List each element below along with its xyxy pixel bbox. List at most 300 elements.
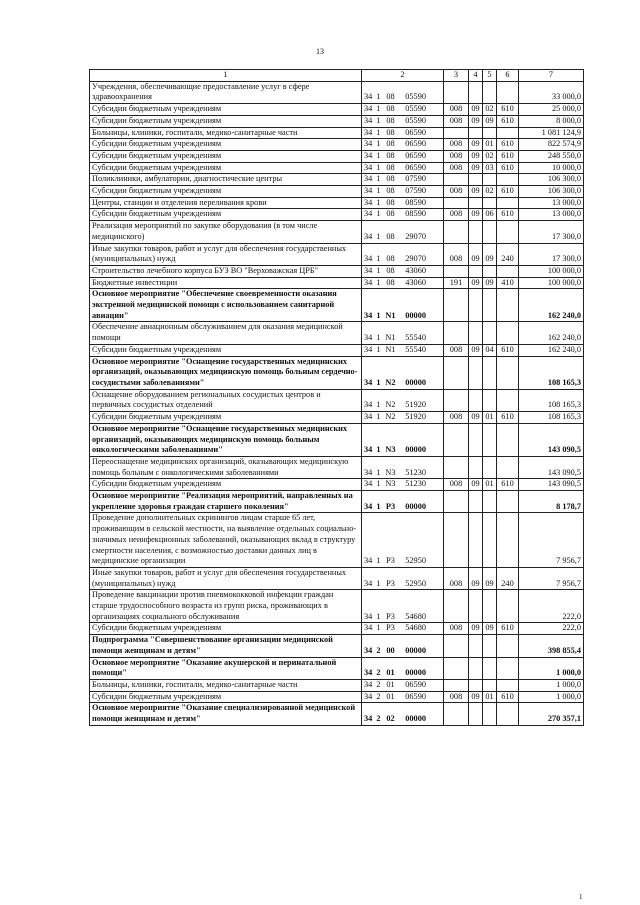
expense-kind-code xyxy=(497,356,519,389)
code-part: 06590 xyxy=(405,679,426,689)
code-part: 34 xyxy=(364,277,373,287)
code-part: 54680 xyxy=(405,611,426,621)
subsection-code xyxy=(483,127,497,139)
section-code xyxy=(469,356,483,389)
code-part: 08 xyxy=(386,277,395,287)
section-code xyxy=(469,423,483,456)
code-part: 1 xyxy=(376,254,381,264)
amount: 8 178,7 xyxy=(519,491,584,513)
section-code: 09 xyxy=(469,412,483,424)
expense-type-code: 008 xyxy=(444,567,469,589)
code-part: P3 xyxy=(386,578,395,588)
expense-kind-code xyxy=(497,703,519,725)
header-cell: 7 xyxy=(519,70,584,82)
code-part: 1 xyxy=(376,115,381,125)
table-row xyxy=(90,243,584,265)
amount: 33 000,0 xyxy=(519,81,584,103)
row-name: Основное мероприятие "Оказание специализированной медицинской помощи женщинам и детям" xyxy=(90,703,362,725)
code-part: N2 xyxy=(385,412,396,422)
code-part: 06590 xyxy=(405,691,426,701)
table-row xyxy=(90,389,584,411)
section-code xyxy=(469,657,483,679)
table-row xyxy=(90,590,584,623)
expense-kind-code xyxy=(497,491,519,513)
row-name: Основное мероприятие "Оказание акушерской и перинатальной помощи" xyxy=(90,657,362,679)
expense-type-code: 008 xyxy=(444,209,469,221)
code-part: 06590 xyxy=(405,162,426,172)
table-row xyxy=(90,127,584,139)
code-part: 08 xyxy=(386,127,395,137)
expense-kind-code: 410 xyxy=(497,277,519,289)
code-part: 08 xyxy=(386,139,395,149)
code-part: P3 xyxy=(386,556,395,566)
row-name: Субсидии бюджетным учреждениям xyxy=(90,344,362,356)
code-part: 51230 xyxy=(405,467,426,477)
row-name: Больницы, клиники, госпитали, медико-санитарные части xyxy=(90,679,362,691)
amount: 106 300,0 xyxy=(519,174,584,186)
expense-type-code xyxy=(444,491,469,513)
code-part: 08 xyxy=(386,174,395,184)
expense-type-code: 008 xyxy=(444,162,469,174)
code-part: 34 xyxy=(364,344,373,354)
target-code xyxy=(362,162,444,174)
subsection-code xyxy=(483,81,497,103)
code-part: 00000 xyxy=(405,310,426,320)
subsection-code xyxy=(483,356,497,389)
subsection-code xyxy=(483,456,497,478)
row-name: Проведение дополнительных скринингов лицам старше 65 лет, проживающим в сельской местности, на выявление отдельных социально-значимых неинфекционных заболеваний, оказывающих вклад в структуру смертности населения, с возможностью доставки данных лиц в медицинские организации xyxy=(90,513,362,568)
table-row xyxy=(90,657,584,679)
header-cell: 3 xyxy=(444,70,469,82)
header-cell: 4 xyxy=(469,70,483,82)
target-code xyxy=(362,590,444,623)
expense-kind-code: 240 xyxy=(497,243,519,265)
code-part: 34 xyxy=(364,479,373,489)
expense-kind-code: 610 xyxy=(497,115,519,127)
row-name: Субсидии бюджетным учреждениям xyxy=(90,186,362,198)
section-code: 09 xyxy=(469,243,483,265)
expense-type-code xyxy=(444,703,469,725)
expense-kind-code xyxy=(497,513,519,568)
code-part: N3 xyxy=(385,445,396,455)
code-part: 34 xyxy=(364,139,373,149)
code-part: 2 xyxy=(376,645,381,655)
expense-type-code: 008 xyxy=(444,623,469,635)
code-part: 07590 xyxy=(405,174,426,184)
row-name: Субсидии бюджетным учреждениям xyxy=(90,412,362,424)
row-name: Основное мероприятие "Оснащение государственных медицинских организаций, оказывающих медицинскую помощь больным сердечно-сосудистыми заболеваниями" xyxy=(90,356,362,389)
code-part: 1 xyxy=(376,611,381,621)
table-row xyxy=(90,81,584,103)
row-name: Субсидии бюджетным учреждениям xyxy=(90,104,362,116)
code-part: 34 xyxy=(364,310,373,320)
subsection-code xyxy=(483,590,497,623)
section-code: 09 xyxy=(469,209,483,221)
subsection-code xyxy=(483,265,497,277)
target-code xyxy=(362,456,444,478)
amount: 25 000,0 xyxy=(519,104,584,116)
amount: 143 090,5 xyxy=(519,423,584,456)
code-part: 08 xyxy=(386,197,395,207)
code-part: 01 xyxy=(386,668,395,678)
code-part: 1 xyxy=(376,623,381,633)
row-name: Основное мероприятие "Обеспечение своевременности оказания экстренной медицинской помощи с использованием санитарной авиации" xyxy=(90,289,362,322)
target-code xyxy=(362,691,444,703)
subsection-code xyxy=(483,174,497,186)
expense-type-code xyxy=(444,174,469,186)
code-part: 1 xyxy=(376,150,381,160)
expense-type-code: 008 xyxy=(444,139,469,151)
table-row xyxy=(90,221,584,243)
code-part: 08 xyxy=(386,104,395,114)
row-name: Субсидии бюджетным учреждениям xyxy=(90,150,362,162)
code-part: 1 xyxy=(376,162,381,172)
code-part: 05590 xyxy=(405,104,426,114)
code-part: 05590 xyxy=(405,92,426,102)
subsection-code: 01 xyxy=(483,139,497,151)
subsection-code xyxy=(483,491,497,513)
code-part: 34 xyxy=(364,127,373,137)
table-row xyxy=(90,197,584,209)
target-code xyxy=(362,513,444,568)
table-row xyxy=(90,679,584,691)
amount: 270 357,1 xyxy=(519,703,584,725)
expense-type-code xyxy=(444,513,469,568)
code-part: 1 xyxy=(376,127,381,137)
amount: 222,0 xyxy=(519,623,584,635)
table-row xyxy=(90,567,584,589)
code-part: 1 xyxy=(376,310,381,320)
expense-kind-code: 240 xyxy=(497,567,519,589)
amount: 8 000,0 xyxy=(519,115,584,127)
expense-type-code xyxy=(444,81,469,103)
amount: 398 855,4 xyxy=(519,635,584,657)
code-part: 00 xyxy=(386,645,395,655)
expense-kind-code xyxy=(497,221,519,243)
table-row xyxy=(90,703,584,725)
target-code xyxy=(362,389,444,411)
row-name: Обеспечение авиационным обслуживанием для оказания медицинской помощи xyxy=(90,322,362,344)
code-part: 07590 xyxy=(405,186,426,196)
expense-kind-code: 610 xyxy=(497,623,519,635)
subsection-code xyxy=(483,513,497,568)
header-cell: 6 xyxy=(497,70,519,82)
amount: 143 090,5 xyxy=(519,456,584,478)
row-name: Больницы, клиники, госпитали, медико-санитарные части xyxy=(90,127,362,139)
code-part: 34 xyxy=(364,115,373,125)
amount: 248 550,0 xyxy=(519,150,584,162)
code-part: 2 xyxy=(376,714,381,724)
table-row xyxy=(90,623,584,635)
code-part: 00000 xyxy=(405,645,426,655)
row-name: Учреждения, обеспечивающие предоставление услуг в сфере здравоохранения xyxy=(90,81,362,103)
code-part: 55540 xyxy=(405,344,426,354)
section-code xyxy=(469,81,483,103)
target-code xyxy=(362,679,444,691)
amount: 822 574,9 xyxy=(519,139,584,151)
row-name: Субсидии бюджетным учреждениям xyxy=(90,162,362,174)
code-part: 08 xyxy=(386,186,395,196)
expense-type-code: 008 xyxy=(444,115,469,127)
header-cell: 5 xyxy=(483,70,497,82)
expense-type-code xyxy=(444,322,469,344)
table-row xyxy=(90,423,584,456)
corner-mark: 1 xyxy=(579,893,583,901)
code-part: N2 xyxy=(385,377,396,387)
table-row xyxy=(90,174,584,186)
section-code xyxy=(469,635,483,657)
code-part: P3 xyxy=(386,611,395,621)
code-part: 34 xyxy=(364,578,373,588)
section-code xyxy=(469,590,483,623)
subsection-code: 01 xyxy=(483,691,497,703)
code-part: 08 xyxy=(386,209,395,219)
expense-type-code xyxy=(444,265,469,277)
code-part: 08 xyxy=(386,115,395,125)
expense-type-code: 008 xyxy=(444,691,469,703)
section-code xyxy=(469,221,483,243)
section-code xyxy=(469,389,483,411)
row-name: Бюджетные инвестиции xyxy=(90,277,362,289)
table-body xyxy=(90,81,584,725)
section-code xyxy=(469,197,483,209)
expense-kind-code: 610 xyxy=(497,412,519,424)
row-name: Субсидии бюджетным учреждениям xyxy=(90,209,362,221)
code-part: 34 xyxy=(364,668,373,678)
table-row xyxy=(90,691,584,703)
code-part: 55540 xyxy=(405,333,426,343)
code-part: 00000 xyxy=(405,445,426,455)
amount: 13 000,0 xyxy=(519,209,584,221)
row-name: Подпрограмма "Совершенствование организации медицинской помощи женщинам и детям" xyxy=(90,635,362,657)
code-part: N2 xyxy=(385,400,396,410)
subsection-code: 09 xyxy=(483,243,497,265)
code-part: 06590 xyxy=(405,127,426,137)
expense-type-code xyxy=(444,590,469,623)
table-row xyxy=(90,277,584,289)
subsection-code xyxy=(483,635,497,657)
section-code: 09 xyxy=(469,691,483,703)
code-part: 29070 xyxy=(405,231,426,241)
subsection-code: 09 xyxy=(483,115,497,127)
code-part: 1 xyxy=(376,400,381,410)
amount: 1 000,0 xyxy=(519,691,584,703)
section-code xyxy=(469,174,483,186)
subsection-code xyxy=(483,221,497,243)
amount: 1 000,0 xyxy=(519,657,584,679)
code-part: 34 xyxy=(364,501,373,511)
target-code xyxy=(362,567,444,589)
amount: 106 300,0 xyxy=(519,186,584,198)
code-part: 00000 xyxy=(405,377,426,387)
expense-type-code xyxy=(444,356,469,389)
target-code xyxy=(362,657,444,679)
code-part: 1 xyxy=(376,104,381,114)
code-part: 1 xyxy=(376,556,381,566)
section-code xyxy=(469,513,483,568)
row-name: Основное мероприятие "Реализация мероприятий, направленных на укрепление здоровья граждан старшего поколения" xyxy=(90,491,362,513)
expense-type-code: 008 xyxy=(444,150,469,162)
table-row xyxy=(90,265,584,277)
row-name: Субсидии бюджетным учреждениям xyxy=(90,691,362,703)
code-part: 34 xyxy=(364,174,373,184)
expense-kind-code: 610 xyxy=(497,150,519,162)
target-code xyxy=(362,115,444,127)
code-part: 1 xyxy=(376,445,381,455)
code-part: 51920 xyxy=(405,412,426,422)
expense-kind-code: 610 xyxy=(497,691,519,703)
expense-type-code xyxy=(444,456,469,478)
subsection-code xyxy=(483,289,497,322)
target-code xyxy=(362,412,444,424)
table-row xyxy=(90,356,584,389)
code-part: 1 xyxy=(376,139,381,149)
subsection-code: 09 xyxy=(483,623,497,635)
expense-kind-code xyxy=(497,174,519,186)
code-part: P3 xyxy=(385,501,396,511)
subsection-code xyxy=(483,657,497,679)
code-part: 1 xyxy=(376,265,381,275)
amount: 7 956,7 xyxy=(519,567,584,589)
target-code xyxy=(362,186,444,198)
code-part: 1 xyxy=(376,197,381,207)
expense-type-code xyxy=(444,679,469,691)
section-code: 09 xyxy=(469,150,483,162)
target-code xyxy=(362,197,444,209)
table-row xyxy=(90,139,584,151)
subsection-code: 01 xyxy=(483,479,497,491)
code-part: 1 xyxy=(376,92,381,102)
expense-type-code xyxy=(444,389,469,411)
code-part: 34 xyxy=(364,92,373,102)
code-part: 34 xyxy=(364,691,373,701)
amount: 10 000,0 xyxy=(519,162,584,174)
code-part: 2 xyxy=(376,679,381,689)
expense-kind-code xyxy=(497,289,519,322)
code-part: 34 xyxy=(364,197,373,207)
row-name: Проведение вакцинации против пневмококковой инфекции граждан старше трудоспособного возраста из групп риска, проживающих в организациях социального обслуживания xyxy=(90,590,362,623)
code-part: N3 xyxy=(385,479,396,489)
code-part: 43060 xyxy=(405,277,426,287)
amount: 17 300,0 xyxy=(519,221,584,243)
expense-kind-code: 610 xyxy=(497,344,519,356)
target-code xyxy=(362,623,444,635)
code-part: 34 xyxy=(364,645,373,655)
expense-kind-code xyxy=(497,635,519,657)
expense-kind-code: 610 xyxy=(497,186,519,198)
target-code xyxy=(362,209,444,221)
target-code xyxy=(362,322,444,344)
target-code xyxy=(362,150,444,162)
table-row xyxy=(90,209,584,221)
code-part: 51920 xyxy=(405,400,426,410)
code-part: 2 xyxy=(376,691,381,701)
code-part: 34 xyxy=(364,556,373,566)
target-code xyxy=(362,221,444,243)
code-part: N1 xyxy=(385,344,396,354)
code-part: N1 xyxy=(385,333,396,343)
table-row xyxy=(90,289,584,322)
code-part: 08590 xyxy=(405,197,426,207)
amount: 143 090,5 xyxy=(519,479,584,491)
expense-kind-code: 610 xyxy=(497,139,519,151)
code-part: 1 xyxy=(376,479,381,489)
expense-kind-code xyxy=(497,423,519,456)
expense-type-code: 008 xyxy=(444,344,469,356)
expense-type-code: 191 xyxy=(444,277,469,289)
code-part: 00000 xyxy=(405,501,426,511)
expense-type-code: 008 xyxy=(444,104,469,116)
code-part: 06590 xyxy=(405,150,426,160)
expense-kind-code xyxy=(497,456,519,478)
code-part: 1 xyxy=(376,467,381,477)
subsection-code: 02 xyxy=(483,104,497,116)
amount: 1 081 124,9 xyxy=(519,127,584,139)
row-name: Субсидии бюджетным учреждениям xyxy=(90,623,362,635)
code-part: 34 xyxy=(364,254,373,264)
expense-type-code xyxy=(444,221,469,243)
table-row xyxy=(90,186,584,198)
expense-kind-code xyxy=(497,81,519,103)
target-code xyxy=(362,703,444,725)
amount: 100 000,0 xyxy=(519,265,584,277)
expense-type-code xyxy=(444,289,469,322)
code-part: 08590 xyxy=(405,209,426,219)
code-part: 34 xyxy=(364,377,373,387)
target-code xyxy=(362,344,444,356)
subsection-code xyxy=(483,423,497,456)
expense-type-code: 008 xyxy=(444,243,469,265)
code-part: 34 xyxy=(364,611,373,621)
code-part: 1 xyxy=(376,277,381,287)
amount: 108 165,3 xyxy=(519,412,584,424)
expense-type-code xyxy=(444,197,469,209)
code-part: 34 xyxy=(364,623,373,633)
table-row xyxy=(90,635,584,657)
code-part: 08 xyxy=(386,265,395,275)
code-part: 34 xyxy=(364,104,373,114)
code-part: 1 xyxy=(376,174,381,184)
row-name: Основное мероприятие "Оснащение государственных медицинских организаций, оказывающих медицинскую помощь больным онкологическими заболеваниями" xyxy=(90,423,362,456)
subsection-code xyxy=(483,679,497,691)
target-code xyxy=(362,139,444,151)
subsection-code xyxy=(483,389,497,411)
code-part: N1 xyxy=(385,310,396,320)
section-code: 09 xyxy=(469,115,483,127)
amount: 222,0 xyxy=(519,590,584,623)
subsection-code: 01 xyxy=(483,412,497,424)
expense-kind-code xyxy=(497,590,519,623)
code-part: 34 xyxy=(364,467,373,477)
row-name: Поликлиники, амбулатории, диагностические центры xyxy=(90,174,362,186)
expense-type-code xyxy=(444,657,469,679)
expense-kind-code xyxy=(497,127,519,139)
amount: 100 000,0 xyxy=(519,277,584,289)
amount: 162 240,0 xyxy=(519,289,584,322)
code-part: 34 xyxy=(364,150,373,160)
header-cell: 2 xyxy=(362,70,444,82)
row-name: Центры, станции и отделения переливания крови xyxy=(90,197,362,209)
target-code xyxy=(362,104,444,116)
section-code xyxy=(469,456,483,478)
code-part: 01 xyxy=(386,691,395,701)
code-part: 1 xyxy=(376,209,381,219)
code-part: 34 xyxy=(364,333,373,343)
page-number: 13 xyxy=(316,47,324,56)
code-part: 1 xyxy=(376,377,381,387)
table-row xyxy=(90,491,584,513)
target-code xyxy=(362,491,444,513)
